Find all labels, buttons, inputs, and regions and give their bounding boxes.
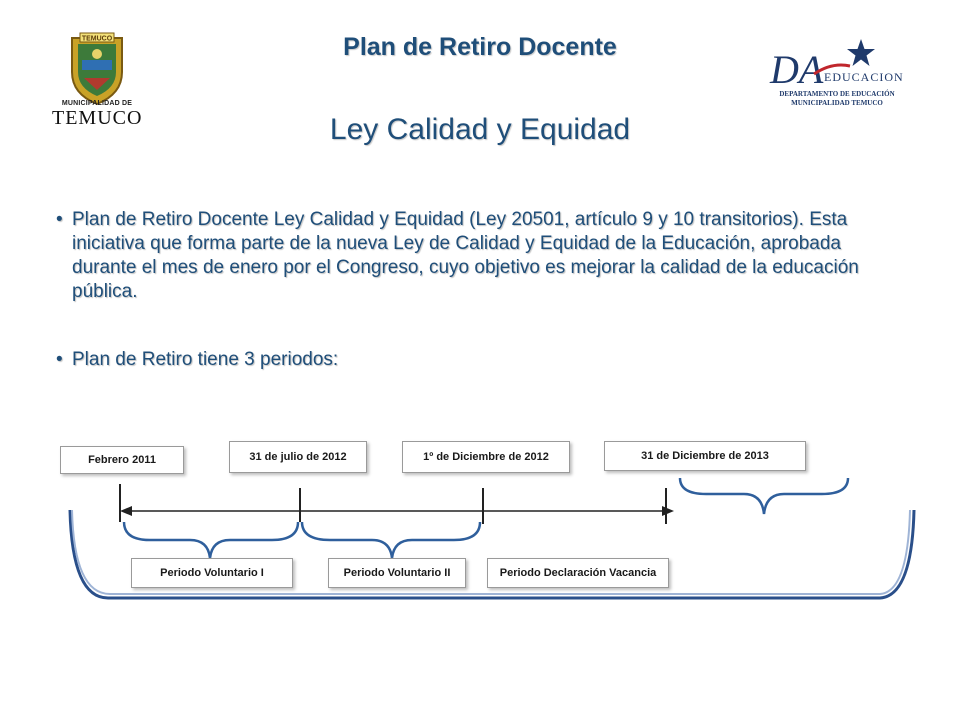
bullet-text-2: Plan de Retiro tiene 3 periodos: [72, 349, 339, 370]
logo-departamento-label: DEPARTAMENTO DE EDUCACIÓN [779, 90, 895, 98]
period-box-3: Periodo Declaración Vacancia [487, 558, 669, 588]
page-subtitle: Ley Calidad y Equidad [329, 113, 631, 146]
brace-periodo-4 [680, 478, 848, 514]
logo-da-letters: DA [770, 47, 824, 92]
logo-banner-text: TEMUCO [81, 35, 113, 43]
logo-temuco-label: TEMUCO [52, 107, 143, 129]
timeline-arrow-left-icon [120, 506, 132, 516]
page-title: Plan de Retiro Docente [343, 33, 617, 61]
logo-municipalidad-label: MUNICIPALIDAD TEMUCO [791, 99, 883, 107]
timeline-arrow-right-icon [662, 506, 674, 516]
brace-periodo-2 [302, 522, 480, 558]
logo-educacion-word: EDUCACION [824, 70, 904, 84]
bullet-text-1: Plan de Retiro Docente Ley Calidad y Equidad (Ley 20501, artículo 9 y 10 transitorios). Esta iniciativa que forma parte de la nueva Ley de Calidad y Equidad de la Educación, aprobada durante el mes de enero por el Congreso, cuyo objetivo es mejorar la calidad de la educación pública. [72, 209, 859, 302]
date-box-2: 31 de julio de 2012 [229, 441, 367, 473]
period-box-1: Periodo Voluntario I [131, 558, 293, 588]
logo-municipalidad-label: MUNICIPALIDAD DE [61, 100, 133, 107]
date-box-3: 1º de Diciembre de 2012 [402, 441, 570, 473]
brace-periodo-1 [124, 522, 298, 558]
bullet-dot-icon: • [56, 349, 63, 370]
period-box-2: Periodo Voluntario II [328, 558, 466, 588]
date-box-1: Febrero 2011 [60, 446, 184, 474]
date-box-4: 31 de Diciembre de 2013 [604, 441, 806, 471]
bullet-dot-icon: • [56, 209, 63, 230]
